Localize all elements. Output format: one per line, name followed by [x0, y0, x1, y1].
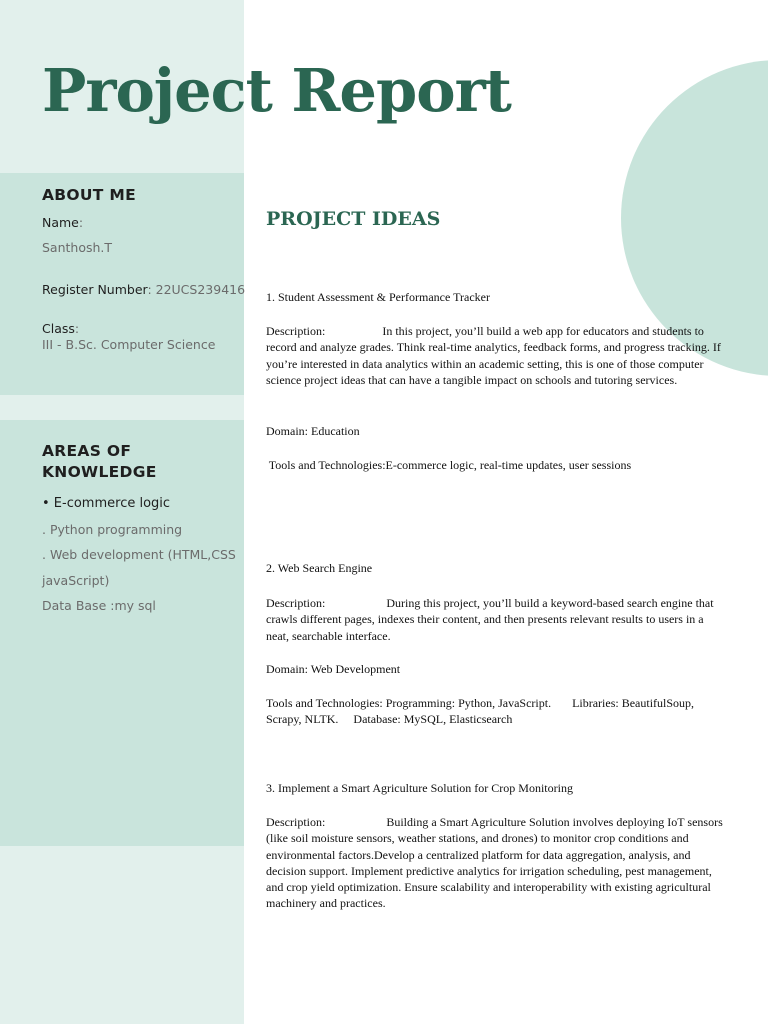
project-ideas-heading: PROJECT IDEAS — [266, 208, 441, 230]
knowledge-heading — [42, 441, 157, 483]
register-line — [42, 282, 245, 297]
register-value: : 22UCS239416 — [147, 282, 246, 297]
project-domain: Domain: Education — [266, 424, 360, 438]
project-tools: Tools and Technologies:E-commerce logic, real-time updates, user sessions — [266, 458, 632, 472]
project-title: 2. Web Search Engine — [266, 561, 373, 575]
project-title: 3. Implement a Smart Agriculture Solution for Crop Monitoring — [266, 781, 573, 795]
description-label: Description: — [266, 596, 326, 610]
knowledge-heading-line1: AREAS OF — [42, 442, 132, 460]
knowledge-item: • E-commerce logic — [42, 496, 171, 511]
knowledge-item: . Python programming — [42, 522, 183, 537]
register-label: Register Number — [42, 282, 148, 297]
name-value: Santhosh.T — [42, 240, 113, 255]
name-label-line — [42, 215, 83, 230]
knowledge-heading-line2: KNOWLEDGE — [42, 463, 157, 481]
class-value: III - B.Sc. Computer Science — [42, 337, 216, 352]
description-text: In this project, you’ll build a web app for educators and students to record and analyze grades. Think real-time analytics, feedback forms, and progress tracking. If you’re interested in data analytics within an academic setting, this is one of those computer science project ideas that can have a tangible impact on schools and tutoring services. — [266, 324, 721, 387]
knowledge-item: . Web development (HTML,CSS — [42, 547, 236, 562]
project-description — [266, 323, 726, 388]
class-label-line — [42, 321, 79, 336]
description-text: Building a Smart Agriculture Solution involves deploying IoT sensors (like soil moisture sensors, weather stations, and drones) to monitor crop conditions and environmental factors.Develop a centralized platform for data aggregation, analysis, and decision support. Implement predictive analytics for irrigation scheduling, pest management, and crop yield optimization. Ensure scalability and interoperability with existing agricultural machinery and practices. — [266, 815, 723, 911]
knowledge-panel — [0, 420, 244, 846]
description-label: Description: — [266, 815, 326, 829]
knowledge-item: Data Base :my sql — [42, 598, 156, 613]
project-description — [266, 814, 726, 912]
class-colon: : — [74, 321, 80, 336]
description-label: Description: — [266, 324, 326, 338]
project-tools: Tools and Technologies: Programming: Python, JavaScript. Libraries: BeautifulSoup, Scrapy, NLTK. Database: MySQL, Elasticsearch — [266, 696, 698, 727]
knowledge-item: javaScript) — [42, 573, 110, 588]
class-label: Class — [42, 321, 75, 336]
description-text: During this project, you’ll build a keyword-based search engine that crawls different pages, indexes their content, and then presents relevant results to users in a neat, searchable interface. — [266, 596, 714, 643]
page-title: Project Report — [42, 56, 511, 125]
project-title: 1. Student Assessment & Performance Tracker — [266, 290, 490, 304]
project-description — [266, 595, 726, 644]
name-label: Name — [42, 215, 79, 230]
about-heading: ABOUT ME — [42, 186, 136, 204]
name-colon: : — [78, 215, 84, 230]
project-domain: Domain: Web Development — [266, 662, 401, 676]
